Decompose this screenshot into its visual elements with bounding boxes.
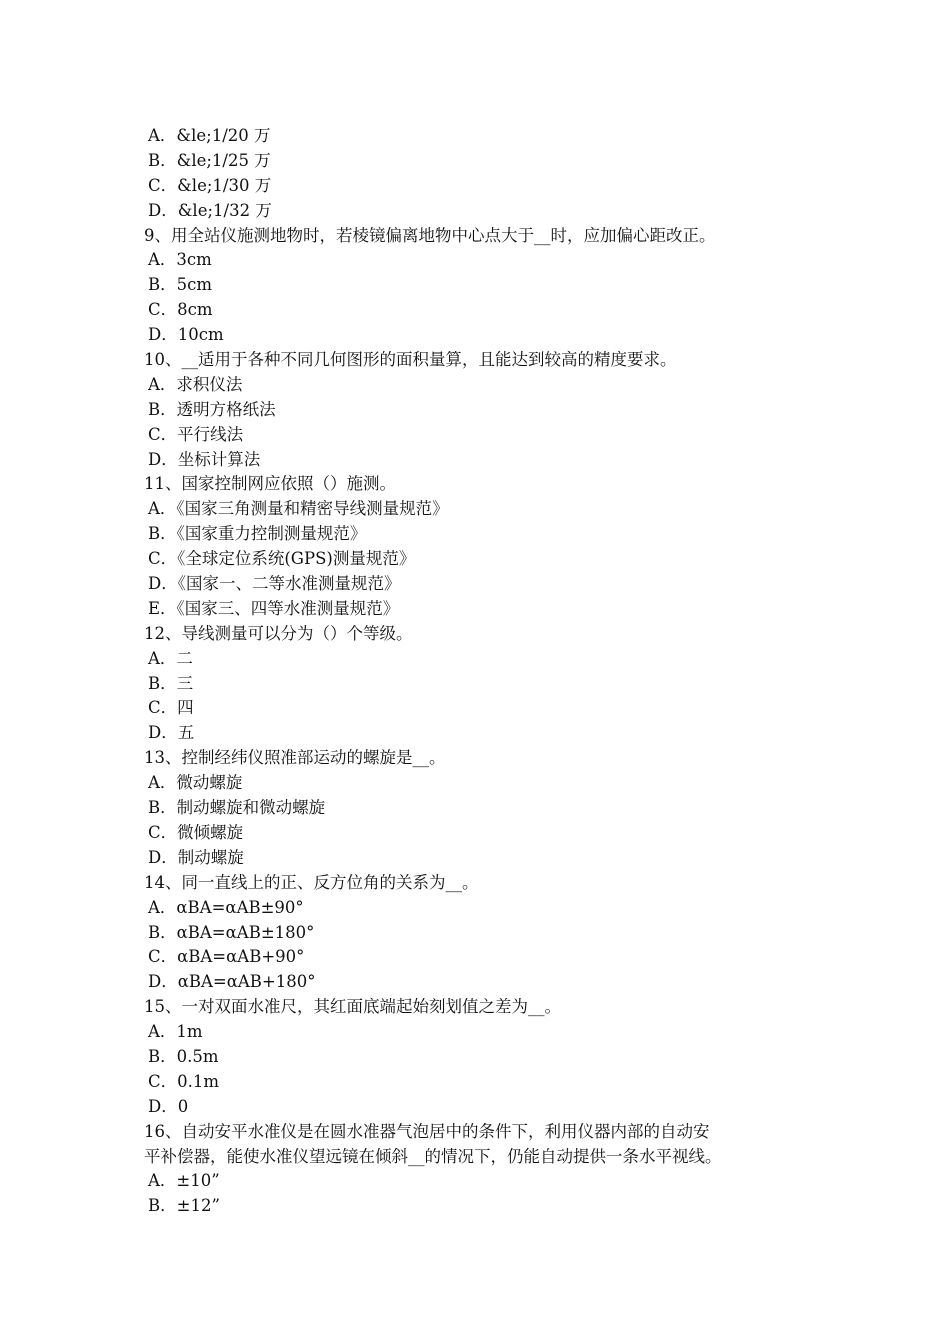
answer-option: A．1m xyxy=(148,1022,203,1042)
answer-option: D．αBA=αAB+180° xyxy=(148,972,316,992)
answer-option: A．±10” xyxy=(148,1171,220,1191)
answer-option: B．5cm xyxy=(148,275,213,295)
answer-option: D．《国家一、二等水准测量规范》 xyxy=(148,574,401,594)
question-text: 12、导线测量可以分为（）个等级。 xyxy=(144,623,413,643)
answer-option: A．二 xyxy=(148,648,193,668)
question-text: 14、同一直线上的正、反方位角的关系为__。 xyxy=(144,872,479,892)
answer-option: A．&le;1/20 万 xyxy=(148,126,271,145)
answer-option: C．0.1m xyxy=(148,1071,220,1091)
answer-option: C．四 xyxy=(148,698,194,718)
question-text: 13、控制经纬仪照准部运动的螺旋是__。 xyxy=(144,748,446,768)
question-list xyxy=(144,124,824,1219)
question-text: 9、用全站仪施测地物时，若棱镜偏离地物中心点大于__时，应加偏心距改正。 xyxy=(144,225,716,245)
answer-option: A．αBA=αAB±90° xyxy=(148,897,304,917)
answer-option: D．&le;1/32 万 xyxy=(148,200,272,220)
answer-option: D．五 xyxy=(148,723,195,743)
answer-option: C．&le;1/30 万 xyxy=(148,175,272,195)
answer-option: D．坐标计算法 xyxy=(148,449,261,469)
answer-option: C．微倾螺旋 xyxy=(148,822,244,842)
question-text: 10、__适用于各种不同几何图形的面积量算，且能达到较高的精度要求。 xyxy=(144,350,677,370)
question-text: 15、一对双面水准尺，其红面底端起始刻划值之差为__。 xyxy=(144,997,561,1017)
answer-option: A．《国家三角测量和精密导线测量规范》 xyxy=(148,499,449,519)
answer-option: D．制动螺旋 xyxy=(148,847,244,867)
answer-option: C．《全球定位系统(GPS)测量规范》 xyxy=(148,549,416,569)
answer-option: B．透明方格纸法 xyxy=(148,399,276,419)
answer-option: B．αBA=αAB±180° xyxy=(148,922,315,942)
answer-option: E．《国家三、四等水准测量规范》 xyxy=(148,598,400,618)
answer-option: B．制动螺旋和微动螺旋 xyxy=(148,798,326,818)
answer-option: C．αBA=αAB+90° xyxy=(148,947,305,967)
answer-option: B．±12” xyxy=(148,1196,220,1216)
question-text: 11、国家控制网应依照（）施测。 xyxy=(144,474,396,494)
answer-option: A．求积仪法 xyxy=(148,374,243,394)
answer-option: A．微动螺旋 xyxy=(148,773,243,793)
answer-option: D．10cm xyxy=(148,325,224,345)
question-text: 平补偿器，能使水准仪望远镜在倾斜__的情况下，仍能自动提供一条水平视线。 xyxy=(144,1146,722,1166)
answer-option: D．0 xyxy=(148,1096,189,1116)
answer-option: B．三 xyxy=(148,673,194,693)
answer-option: B．0.5m xyxy=(148,1046,219,1066)
question-text: 16、自动安平水准仪是在圆水准器气泡居中的条件下，利用仪器内部的自动安 xyxy=(144,1121,710,1141)
answer-option: C．平行线法 xyxy=(148,424,244,444)
answer-option: B．&le;1/25 万 xyxy=(148,150,271,170)
answer-option: A．3cm xyxy=(148,250,212,270)
answer-option: C．8cm xyxy=(148,300,213,320)
answer-option: B．《国家重力控制测量规范》 xyxy=(148,524,367,544)
